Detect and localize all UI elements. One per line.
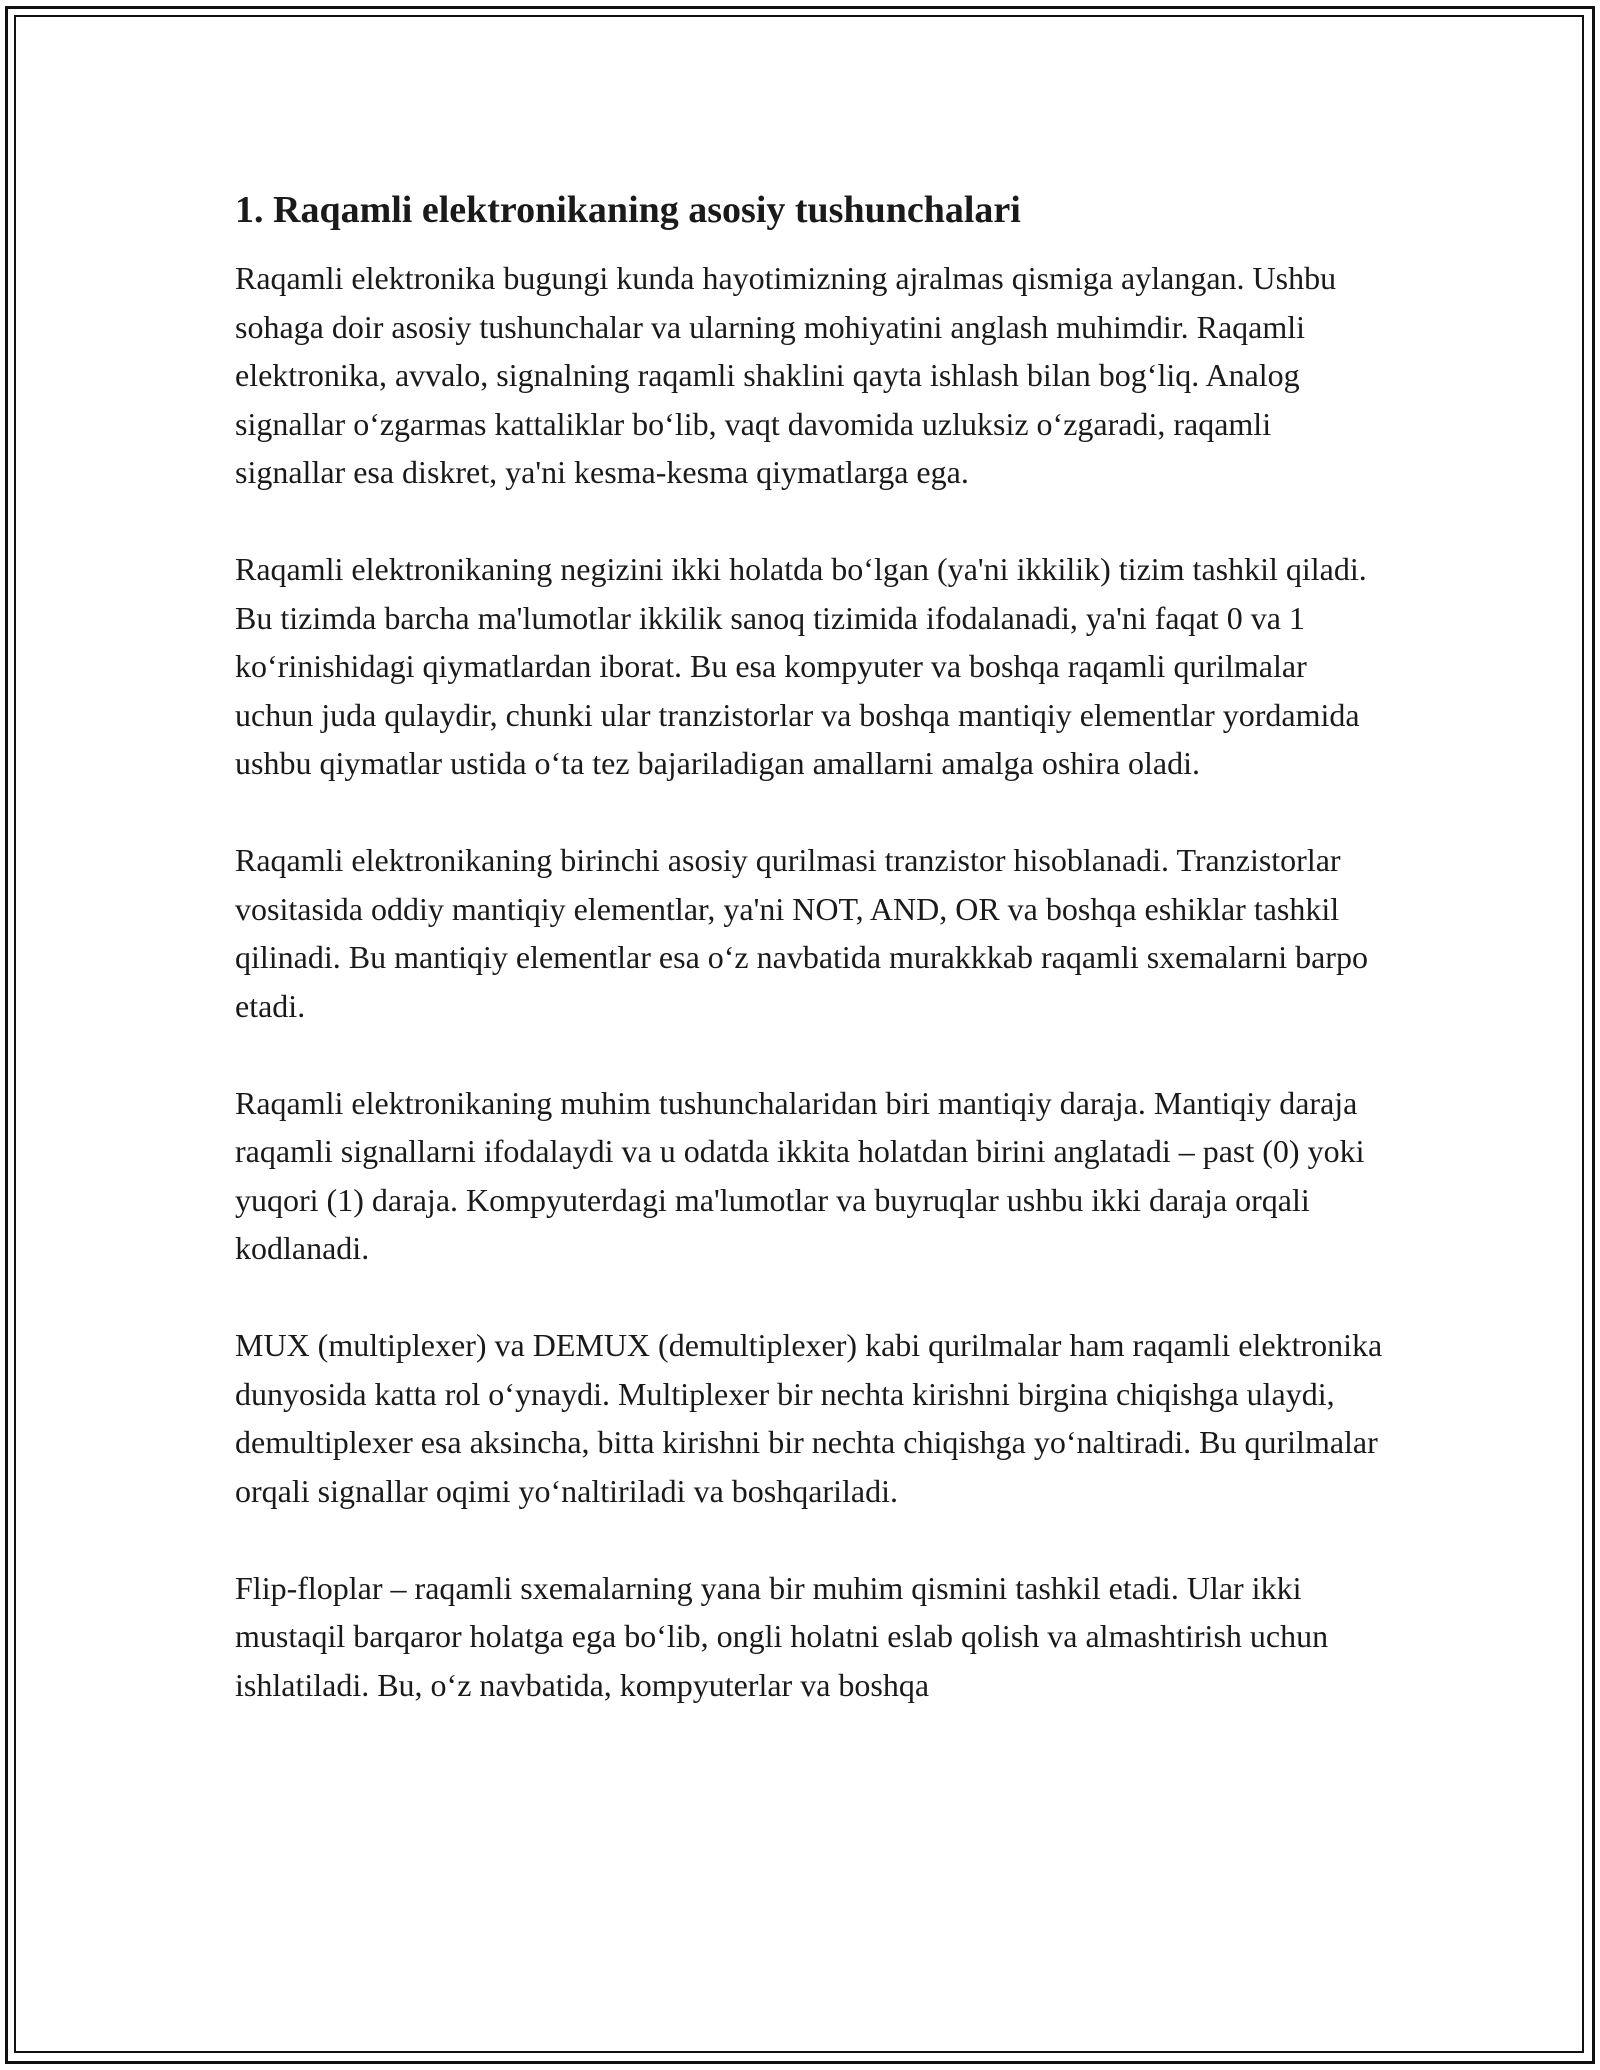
section-heading: 1. Raqamli elektronikaning asosiy tushunchalari: [235, 189, 1021, 231]
paragraph-4: Raqamli elektronikaning muhim tushunchalaridan biri mantiqiy daraja. Mantiqiy daraja raqamli signallarni ifodalaydi va u odatda ikkita holatdan birini anglatadi – past (0) yoki yuqori (1) daraja. Kompyuterdagi ma'lumotlar va buyruqlar ushbu ikki daraja orqali kodlanadi.: [235, 1084, 1365, 1266]
paragraph-5: MUX (multiplexer) va DEMUX (demultiplexer) kabi qurilmalar ham raqamli elektronika dunyosida katta rol o‘ynaydi. Multiplexer bir nechta kirishni birgina chiqishga ulaydi, demultiplexer esa aksincha, bitta kirishni bir nechta chiqishga yo‘naltiradi. Bu qurilmalar orqali signallar oqimi yo‘naltiriladi va boshqariladi.: [235, 1327, 1383, 1509]
document-body: [235, 184, 1385, 1758]
paragraph-1: Raqamli elektronika bugungi kunda hayotimizning ajralmas qismiga aylangan. Ushbu sohaga doir asosiy tushunchalar va ularning mohiyatini anglash muhimdir. Raqamli elektronika, avvalo, signalning raqamli shaklini qayta ishlash bilan bog‘liq. Analog signallar o‘zgarmas kattaliklar bo‘lib, vaqt davomida uzluksiz o‘zgaradi, raqamli signallar esa diskret, ya'ni kesma-kesma qiymatlarga ega.: [235, 260, 1337, 490]
paragraph-6: Flip-floplar – raqamli sxemalarning yana bir muhim qismini tashkil etadi. Ular ikki mustaqil barqaror holatga ega bo‘lib, ongli holatni eslab qolish va almashtirish uchun ishlatiladi. Bu, o‘z navbatida, kompyuterlar va boshqa: [235, 1569, 1329, 1703]
paragraph-3: Raqamli elektronikaning birinchi asosiy qurilmasi tranzistor hisoblanadi. Tranzistorlar vositasida oddiy mantiqiy elementlar, ya'ni NOT, AND, OR va boshqa eshiklar tashkil qilinadi. Bu mantiqiy elementlar esa o‘z navbatida murakkkab raqamli sxemalarni barpo etadi.: [235, 842, 1368, 1024]
paragraph-2: Raqamli elektronikaning negizini ikki holatda bo‘lgan (ya'ni ikkilik) tizim tashkil qiladi. Bu tizimda barcha ma'lumotlar ikkilik sanoq tizimida ifodalanadi, ya'ni faqat 0 va 1 ko‘rinishidagi qiymatlardan iborat. Bu esa kompyuter va boshqa raqamli qurilmalar uchun juda qulaydir, chunki ular tranzistorlar va boshqa mantiqiy elementlar yordamida ushbu qiymatlar ustida o‘ta tez bajariladigan amallarni amalga oshira oladi.: [235, 551, 1367, 781]
